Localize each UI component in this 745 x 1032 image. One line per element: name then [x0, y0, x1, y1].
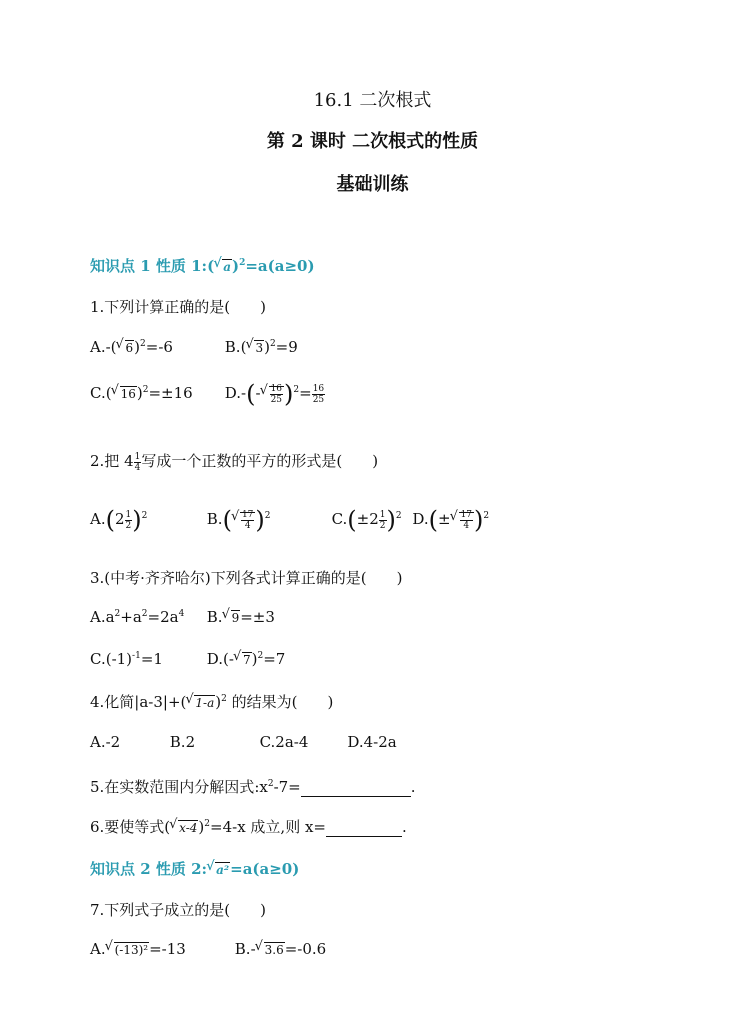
q3-option-b: B.√ 9=±3	[207, 608, 275, 626]
kp1-tail: )	[231, 257, 240, 275]
kp1-radical: √ a	[214, 257, 232, 275]
lesson-subtitle: 第 2 课时 二次根式的性质	[266, 131, 479, 152]
q2-option-c: C.(±2 $\frac{1}{2}$ )$^2$	[331, 506, 402, 534]
question-4-options	[90, 733, 397, 751]
kp2-radical: √ a²	[207, 860, 230, 878]
page-title: 16.1 二次根式	[313, 90, 432, 111]
kp2-rest: =a(a≥0)	[230, 860, 300, 878]
kp1-sup: 2	[239, 258, 246, 268]
question-3-stem: 3.(中考·齐齐哈尔)下列各式计算正确的是( )	[90, 569, 403, 587]
kp1-label: 知识点 1 性质 1:(	[90, 257, 215, 275]
q5-answer-blank[interactable]	[301, 780, 411, 797]
q4-option-b: B.2	[169, 733, 196, 751]
q1-option-d: D.-(- √ $\frac{16}{25}$ )$^2$= $\frac{16}{25}$	[225, 382, 325, 406]
q2-option-d: D.(± √ $\frac{17}{4}$ )$^2$	[412, 508, 489, 532]
question-3-options-ab	[90, 608, 275, 626]
q7-option-b: B.-√ 3.6=-0.6	[235, 940, 326, 958]
question-1-stem: 1.下列计算正确的是( )	[90, 298, 267, 316]
q1-option-a: A.-(√ 6)$^2$=-6	[90, 338, 220, 356]
kp2-label: 知识点 2 性质 2:	[90, 860, 208, 878]
question-6: 6.要使等式(√ x-4)$^2$=4-x 成立,则 x= .	[90, 816, 407, 837]
question-7-stem: 7.下列式子成立的是( )	[90, 901, 267, 919]
question-7-options	[90, 940, 326, 958]
q2-option-b: B.( √ $\frac{17}{4}$ )$^2$	[207, 508, 327, 532]
q1-option-b: B.(√ 3)$^2$=9	[225, 338, 298, 356]
q6-answer-blank[interactable]	[326, 820, 402, 837]
question-2-options	[90, 508, 489, 532]
kp1-rest: =a(a≥0)	[245, 257, 315, 275]
question-4-stem: 4.化简|a-3|+(√ 1-a)$^2$ 的结果为( )	[90, 691, 333, 712]
q7-option-a: A.√ (-13)²=-13	[90, 940, 230, 958]
q4-option-d: D.4-2a	[347, 733, 397, 751]
q3-option-a: $A.a^2+a^2=2a^4$	[90, 608, 185, 626]
q2-option-a: A.(2 $\frac{1}{2}$ )$^2$	[90, 506, 148, 534]
q1-option-c: C.(√ 16)$^2$=±16	[90, 384, 220, 402]
question-1-options-ab	[90, 338, 298, 356]
q3-option-d: D.(-√ 7)$^2$=7	[207, 650, 286, 668]
question-3-options-cd	[90, 650, 285, 668]
knowledge-point-1	[90, 255, 315, 276]
question-2-stem: 2.把 4 $\frac{1}{4}$ 写成一个正数的平方的形式是( )	[90, 451, 379, 473]
q3-option-c: $C.(-1)^{-1}=1$	[90, 650, 163, 668]
question-1-options-cd	[90, 382, 325, 406]
question-5: 5.在实数范围内分解因式$:x^2-7=$ .	[90, 778, 416, 796]
section-title: 基础训练	[336, 174, 409, 195]
q4-option-c: C.2a-4	[259, 733, 309, 751]
knowledge-point-2	[90, 858, 299, 879]
q4-option-a: A.-2	[90, 733, 121, 751]
